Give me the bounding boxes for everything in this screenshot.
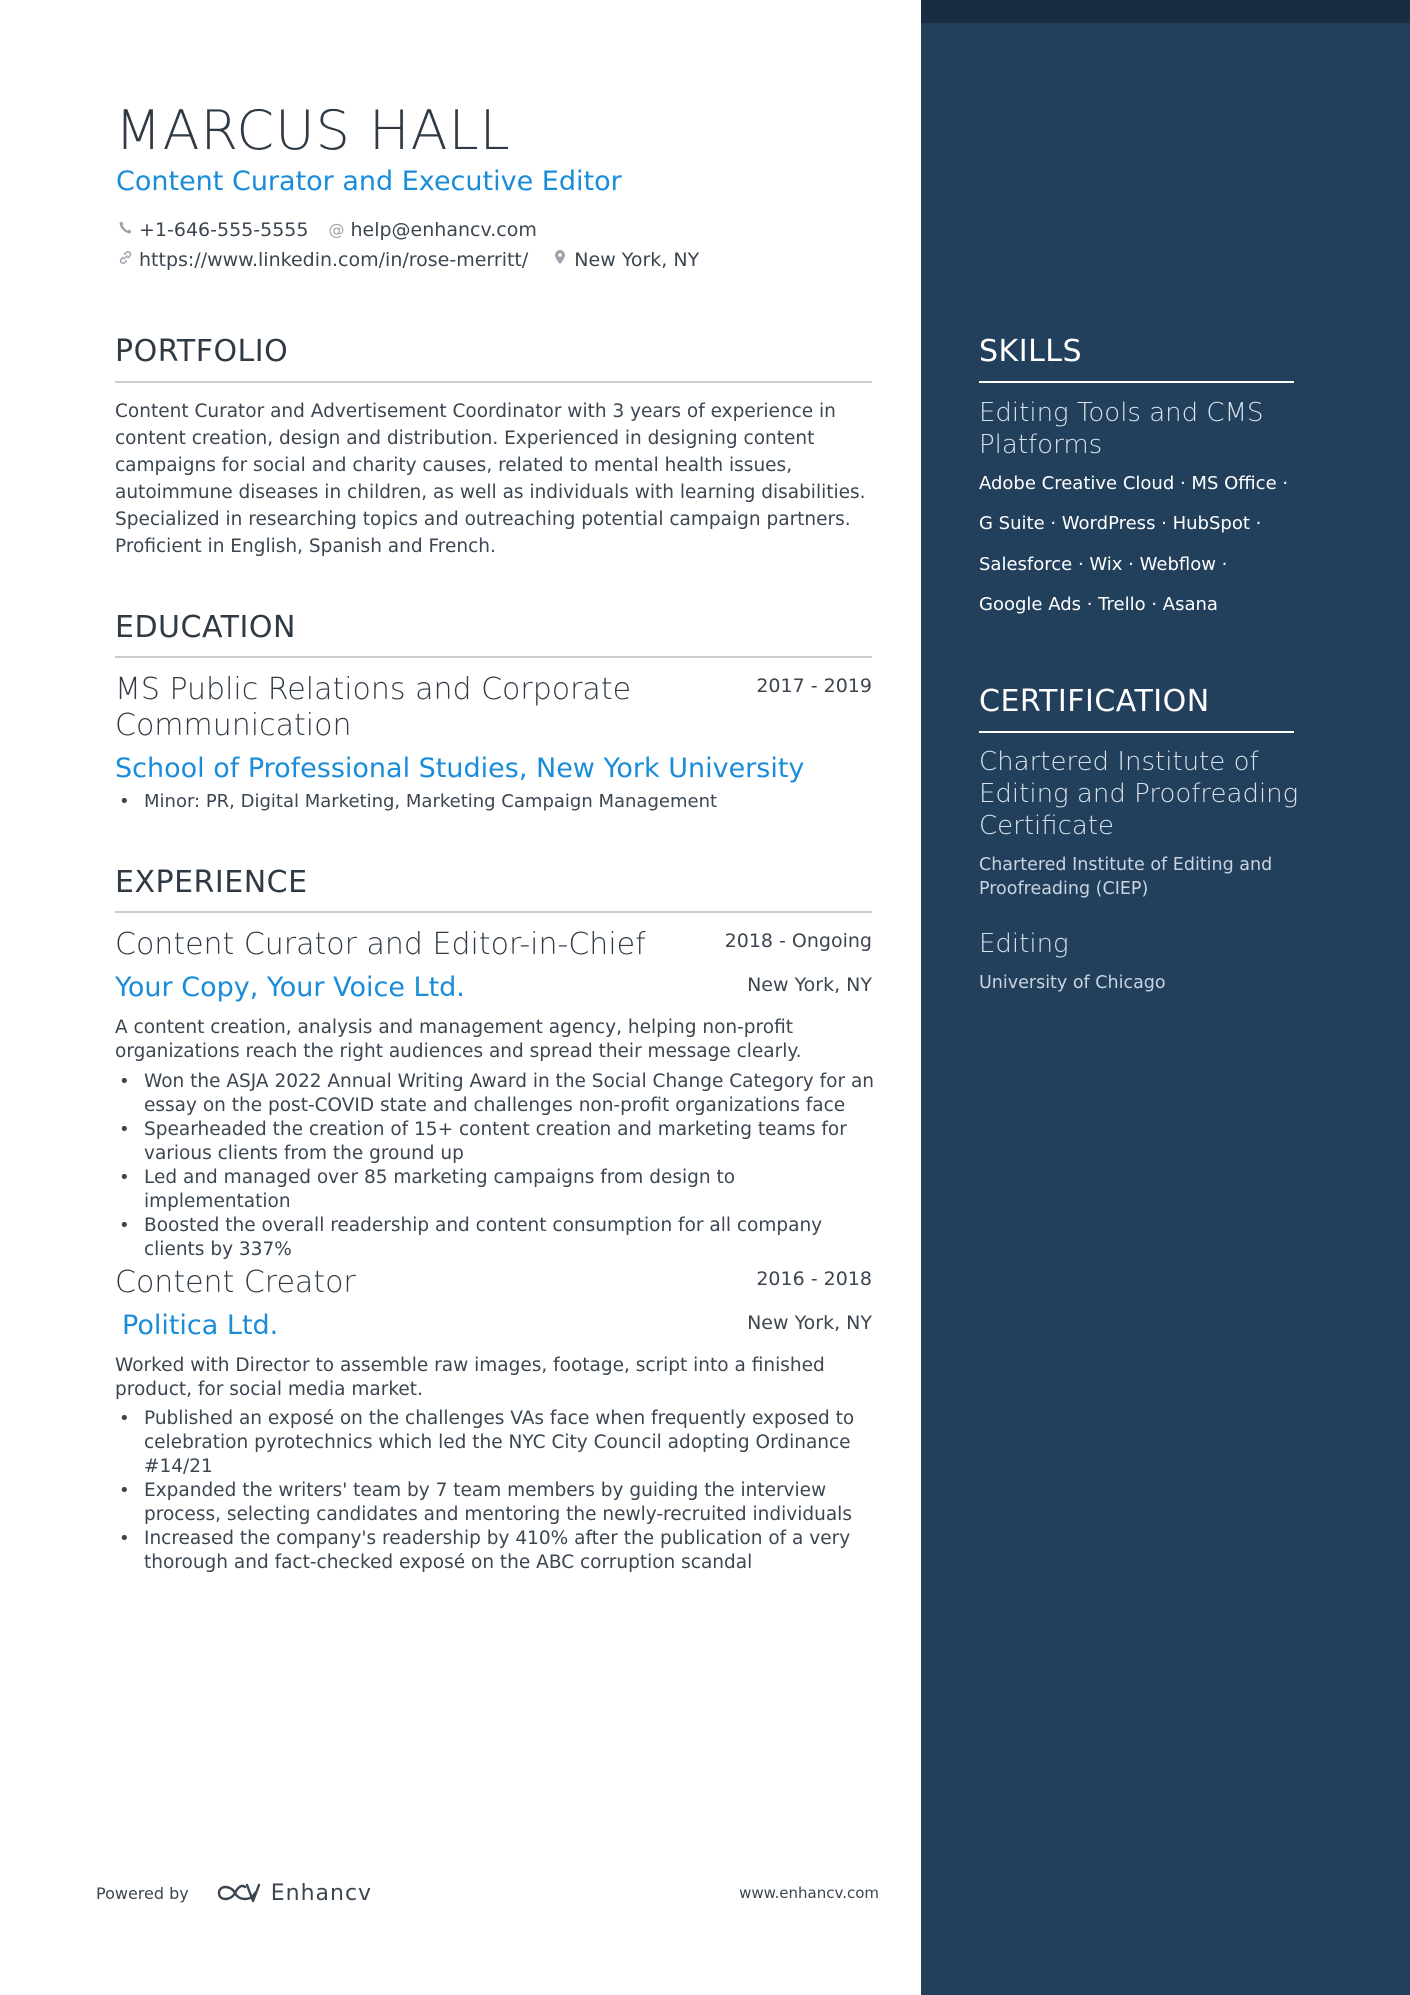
job-dates: 2016 - 2018 <box>756 1268 872 1290</box>
section-divider <box>979 381 1294 383</box>
headline: Content Curator and Executive Editor <box>116 166 622 197</box>
phone-number[interactable]: +1-646-555-5555 <box>139 219 309 241</box>
job-bullets <box>115 1407 875 1575</box>
skill-line: G Suite · WordPress · HubSpot · <box>979 513 1262 534</box>
certificate-issuer: University of Chicago <box>979 973 1166 993</box>
phone-icon <box>115 217 135 243</box>
list-item: • Minor: PR, Digital Marketing, Marketing Campaign Management <box>115 790 875 814</box>
company-name: Politica Ltd. <box>122 1310 279 1341</box>
job-bullets <box>115 1070 875 1262</box>
job-title: Content Curator and Editor-in-Chief <box>115 927 646 962</box>
section-divider <box>979 731 1294 733</box>
portfolio-summary: Content Curator and Advertisement Coordinator with 3 years of experience in content creation, design and distribution. Experienced in designing content campaigns for social and charity causes, related to mental health issues, autoimmune diseases in children, as well as individuals with learning disabilities. Specialized in researching topics and outreaching potential campaign partners. Proficient in English, Spanish and French. <box>115 401 866 557</box>
list-item: • Spearheaded the creation of 15+ content creation and marketing teams for various clients from the ground up <box>115 1118 875 1166</box>
list-item: • Led and managed over 85 marketing campaigns from design to implementation <box>115 1166 875 1214</box>
school-name: School of Professional Studies, New York University <box>115 753 805 784</box>
section-title-education: EDUCATION <box>115 610 296 645</box>
section-divider <box>115 381 872 383</box>
list-item: • Increased the company's readership by 410% after the publication of a very thorough and fact-checked exposé on the ABC corruption scandal <box>115 1527 875 1575</box>
section-title-certification: CERTIFICATION <box>979 684 1210 719</box>
section-title-experience: EXPERIENCE <box>115 865 308 900</box>
skill-line: Adobe Creative Cloud · MS Office · <box>979 473 1289 494</box>
contact-row-2 <box>115 247 699 273</box>
job-location: New York, NY <box>747 974 872 996</box>
candidate-name: MARCUS HALL <box>115 99 511 162</box>
contact-row-1 <box>115 217 537 243</box>
enhancv-logo-icon <box>215 1881 263 1905</box>
section-divider <box>115 911 872 913</box>
footer <box>96 1878 879 1908</box>
degree-title: MS Public Relations and Corporate Communication <box>115 672 632 743</box>
sidebar <box>921 0 1410 1995</box>
list-item: • Boosted the overall readership and content consumption for all company clients by 337% <box>115 1214 875 1262</box>
certificate-name: Editing <box>979 929 1069 959</box>
skill-group-title: Editing Tools and CMS Platforms <box>979 398 1264 460</box>
list-item: • Published an exposé on the challenges VAs face when frequently exposed to celebration pyrotechnics which led the NYC City Council adopting Ordinance #14/21 <box>115 1407 875 1479</box>
link-icon <box>115 247 135 273</box>
location: New York, NY <box>574 249 700 271</box>
job-location: New York, NY <box>747 1312 872 1334</box>
section-title-portfolio: PORTFOLIO <box>115 334 289 369</box>
skill-line: Salesforce · Wix · Webflow · <box>979 554 1228 575</box>
company-name: Your Copy, Your Voice Ltd. <box>115 972 465 1003</box>
powered-by-label: Powered by <box>96 1883 189 1903</box>
certificate-name: Chartered Institute of Editing and Proofreading Certificate <box>979 747 1299 841</box>
section-title-skills: SKILLS <box>979 334 1083 369</box>
education-bullets <box>115 790 875 814</box>
certificate-issuer: Chartered Institute of Editing and Proofreading (CIEP) <box>979 855 1273 899</box>
section-divider <box>115 656 872 658</box>
brand-name: Enhancv <box>270 1880 373 1906</box>
location-pin-icon <box>550 247 570 273</box>
website-link[interactable]: www.enhancv.com <box>739 1884 879 1902</box>
at-icon: @ <box>328 220 345 239</box>
list-item: • Won the ASJA 2022 Annual Writing Award in the Social Change Category for an essay on the post-COVID state and challenges non-profit organizations face <box>115 1070 875 1118</box>
list-item: • Expanded the writers' team by 7 team members by guiding the interview process, selecting candidates and mentoring the newly-recruited individuals <box>115 1479 875 1527</box>
job-title: Content Creator <box>115 1265 356 1300</box>
job-description: A content creation, analysis and management agency, helping non-profit organizations reach the right audiences and spread their message clearly. <box>115 1017 802 1062</box>
education-dates: 2017 - 2019 <box>756 675 872 697</box>
email-link[interactable]: help@enhancv.com <box>350 219 537 241</box>
enhancv-logo[interactable] <box>215 1881 372 1906</box>
job-dates: 2018 - Ongoing <box>724 930 872 952</box>
job-description: Worked with Director to assemble raw images, footage, script into a finished product, for social media market. <box>115 1355 825 1400</box>
sidebar-top-band <box>921 0 1410 23</box>
skill-line: Google Ads · Trello · Asana <box>979 594 1218 615</box>
linkedin-link[interactable]: https://www.linkedin.com/in/rose-merritt/ <box>139 249 529 271</box>
